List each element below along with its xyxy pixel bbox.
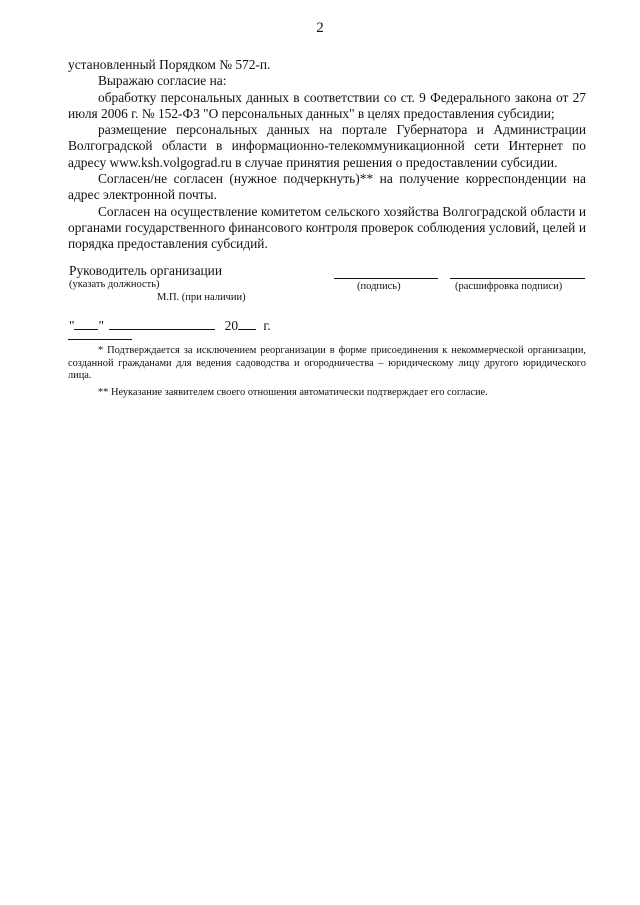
paragraph-data-publication: размещение персональных данных на портале Губернатора и Администрации Волгоградской области в информационно-телекоммуникационной сети Интернет по адресу www.ksh.volgograd.ru в случае принятия решения о предоставлении субсидии. [68,122,586,170]
day-blank[interactable] [74,317,98,330]
signature-line[interactable] [334,278,438,279]
paragraph-data-processing: обработку персональных данных в соответствии со ст. 9 Федерального закона от 27 июля 2006 г. № 152-ФЗ "О персональных данных" в целях предоставления субсидии; [68,89,586,121]
footnote-reorganization: * Подтверждается за исключением реорганизации в форме присоединения к некоммерческой организации, созданной гражданами для ведения садоводства и огородничества – юридическому лицу другого юридического лица. [68,345,586,381]
date-line [69,317,271,334]
year-prefix: 20 [224,318,239,333]
footnote-divider [68,339,132,340]
date-close-quote: " [98,318,104,333]
paragraph-email-consent: Согласен/не согласен (нужное подчеркнуть)** на получение корреспонденции на адрес электронной почты. [68,171,586,203]
document-body [68,57,586,253]
footnote-default-consent: ** Неуказание заявителем своего отношения автоматически подтверждает его согласие. [98,386,488,398]
paragraph-inspection-consent: Согласен на осуществление комитетом сельского хозяйства Волгоградской области и органами государственного финансового контроля проверок соблюдения условий, целей и порядка предоставления субсидий. [68,203,586,252]
position-hint: (указать должность) [69,279,160,290]
signature-decoding-line[interactable] [450,278,585,279]
paragraph-order-reference: установленный Порядком № 572-п. [68,57,271,72]
stamp-hint: М.П. (при наличии) [157,292,246,303]
year-blank[interactable] [238,317,256,330]
signature-decoding-label: (расшифровка подписи) [455,281,563,292]
date-open-quote: " [69,318,75,333]
paragraph-consent-intro: Выражаю согласие на: [98,73,227,89]
footnotes [68,345,586,399]
year-suffix: г. [263,318,271,333]
page-number: 2 [316,20,324,36]
signer-title: Руководитель организации [69,263,223,278]
signature-label: (подпись) [357,281,401,292]
month-blank[interactable] [109,317,215,330]
